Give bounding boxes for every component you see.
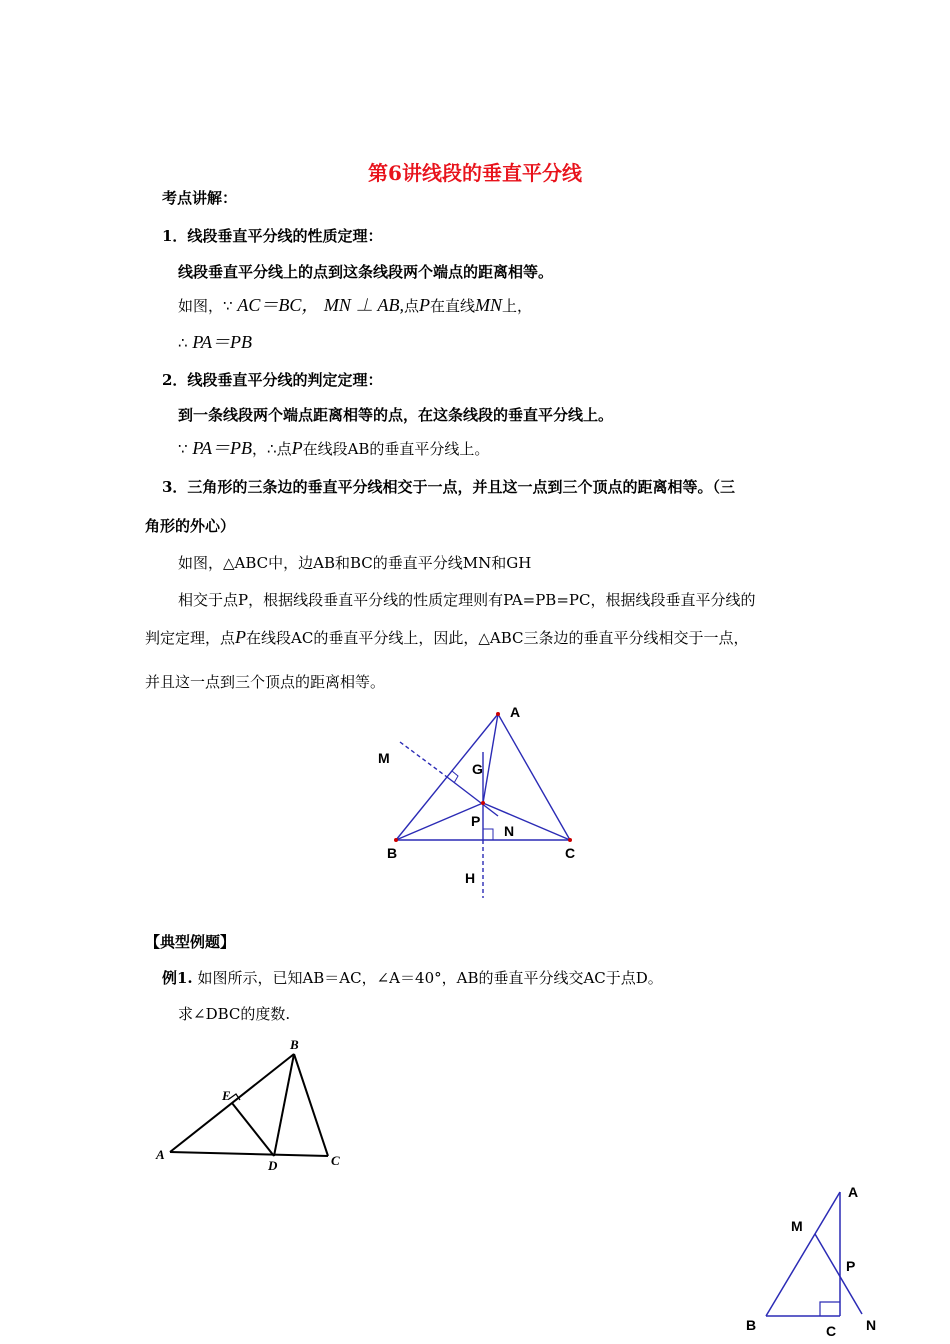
sec2-point-p: P	[291, 438, 303, 458]
sec1-math-result: PA＝PB	[192, 332, 252, 352]
sec1-in-line: 在直线	[430, 297, 476, 315]
label-g: G	[472, 761, 483, 777]
label-p: P	[846, 1258, 856, 1274]
sec3-para3-p: P	[235, 627, 247, 647]
label-b: B	[387, 845, 398, 861]
sec3-heading-line2: 角形的外心）	[145, 517, 236, 535]
sec3-para2: 相交于点P，根据线段垂直平分线的性质定理则有PA=PB=PC，根据线段垂直平分线的	[178, 591, 756, 609]
sec1-heading: 1．线段垂直平分线的性质定理：	[162, 227, 383, 245]
label-p: P	[471, 813, 481, 829]
sec2-heading: 2．线段垂直平分线的判定定理：	[162, 371, 383, 389]
label-c: C	[331, 1153, 340, 1168]
sec1-point-text: 点	[404, 297, 420, 315]
label-a: A	[510, 704, 521, 720]
example1-label: 例1.	[162, 969, 193, 987]
sec1-line-mn: MN	[475, 295, 503, 315]
label-c: C	[826, 1323, 837, 1339]
label-m: M	[378, 750, 390, 766]
sec1-math-given: AC＝BC， MN ⊥ AB,	[237, 295, 405, 315]
label-c: C	[565, 845, 576, 861]
sec1-statement: 线段垂直平分线上的点到这条线段两个端点的距离相等。	[178, 263, 554, 281]
sec1-figure-prefix: 如图，	[178, 297, 224, 315]
because-symbol: ∵	[223, 297, 233, 315]
sec3-para3-b: 在线段AC的垂直平分线上，因此，△ABC三条边的垂直平分线相交于一点，	[246, 629, 749, 647]
label-a: A	[156, 1147, 165, 1162]
therefore-symbol: ∴	[178, 334, 188, 352]
example1-text: 如图所示，已知AB＝AC，∠A＝40°，AB的垂直平分线交AC于点D。	[197, 969, 663, 987]
sec2-sep: ，	[252, 440, 268, 458]
right-angle-mark	[820, 1302, 840, 1316]
sec3-para1: 如图，△ABC中，边AB和BC的垂直平分线MN和GH	[178, 554, 532, 572]
sec1-point-p: P	[419, 295, 431, 315]
section-header: 考点讲解：	[162, 189, 238, 207]
page-title: 第6讲线段的垂直平分线	[368, 161, 582, 185]
sec2-math-given: PA＝PB	[192, 438, 252, 458]
therefore-symbol: ∴	[267, 440, 277, 458]
sec3-para4: 并且这一点到三个顶点的距离相等。	[145, 673, 386, 691]
sec1-on: 上，	[502, 297, 533, 315]
label-b: B	[290, 1037, 299, 1052]
label-b: B	[746, 1317, 757, 1333]
label-m: M	[791, 1218, 803, 1234]
sec2-rest: 在线段AB的垂直平分线上。	[302, 440, 490, 458]
segment-ab	[766, 1192, 840, 1316]
label-e: E	[222, 1088, 231, 1103]
label-d: D	[268, 1158, 278, 1173]
sec3-para3-a: 判定定理，点	[145, 629, 236, 647]
sec3-heading-line1: 3．三角形的三条边的垂直平分线相交于一点，并且这一点到三个顶点的距离相等。（三	[162, 478, 735, 496]
label-a: A	[848, 1184, 859, 1200]
sec2-point-text: 点	[276, 440, 292, 458]
examples-heading: 【典型例题】	[145, 933, 236, 951]
label-n: N	[504, 823, 515, 839]
example1-line2: 求∠DBC的度数.	[178, 1005, 291, 1023]
because-symbol: ∵	[178, 440, 188, 458]
sec2-statement: 到一条线段两个端点距离相等的点，在这条线段的垂直平分线上。	[178, 406, 614, 424]
label-h: H	[465, 870, 476, 886]
label-n: N	[866, 1317, 877, 1333]
